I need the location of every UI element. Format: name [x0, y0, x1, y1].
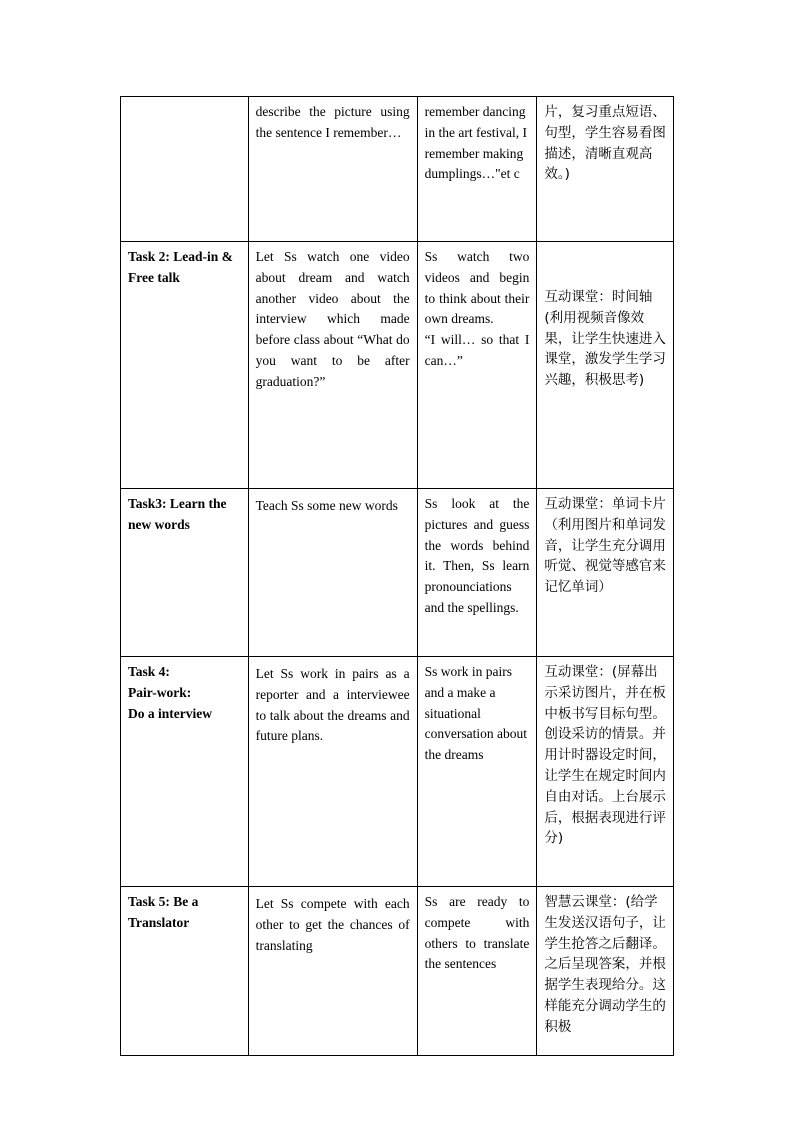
- teacher-activity-cell: Let Ss compete with each other to get the chances of translating: [248, 887, 417, 1056]
- design-note-cell: 互动课堂：单词卡片（利用图片和单词发音，让学生充分调用听觉、视觉等感官来记忆单词）: [537, 489, 674, 657]
- student-activity-cell: Ss watch two videos and begin to think about their own dreams. “I will… so that I can…”: [417, 242, 537, 489]
- task-cell: Task 5: Be a Translator: [121, 887, 249, 1056]
- design-note-cell: 智慧云课堂：(给学生发送汉语句子，让学生抢答之后翻译。之后呈现答案，并根据学生表现给分。这样能充分调动学生的积极: [537, 887, 674, 1056]
- design-note-cell: 片，复习重点短语、句型，学生容易看图描述，清晰直观高效。): [537, 97, 674, 242]
- lesson-plan-table: [120, 96, 674, 1056]
- teacher-activity-cell: Let Ss work in pairs as a reporter and a interviewee to talk about the dreams and future plans.: [248, 657, 417, 887]
- student-activity-cell: Ss work in pairs and a make a situational conversation about the dreams: [417, 657, 537, 887]
- task-cell: [121, 97, 249, 242]
- task-cell: Task 4: Pair-work: Do a interview: [121, 657, 249, 887]
- student-activity-cell: Ss are ready to compete with others to translate the sentences: [417, 887, 537, 1056]
- table-row: [121, 489, 674, 657]
- table-row: [121, 657, 674, 887]
- table-row: [121, 242, 674, 489]
- task-cell: Task3: Learn the new words: [121, 489, 249, 657]
- design-note-cell: 互动课堂：(屏幕出示采访图片，并在板中板书写目标句型。创设采访的情景。并用计时器设定时间，让学生在规定时间内自由对话。上台展示后，根据表现进行评分): [537, 657, 674, 887]
- table-row: [121, 97, 674, 242]
- student-activity-cell: remember dancing in the art festival, I remember making dumplings…"et c: [417, 97, 537, 242]
- design-note-cell: 互动课堂：时间轴(利用视频音像效果，让学生快速进入课堂，激发学生学习兴趣，积极思考): [537, 242, 674, 489]
- student-activity-cell: Ss look at the pictures and guess the words behind it. Then, Ss learn pronounciations and the spellings.: [417, 489, 537, 657]
- table-row: [121, 887, 674, 1056]
- task-cell: Task 2: Lead-in & Free talk: [121, 242, 249, 489]
- teacher-activity-cell: Teach Ss some new words: [248, 489, 417, 657]
- teacher-activity-cell: Let Ss watch one video about dream and watch another video about the interview which made before class about “What do you want to be after graduation?”: [248, 242, 417, 489]
- teacher-activity-cell: describe the picture using the sentence I remember…: [248, 97, 417, 242]
